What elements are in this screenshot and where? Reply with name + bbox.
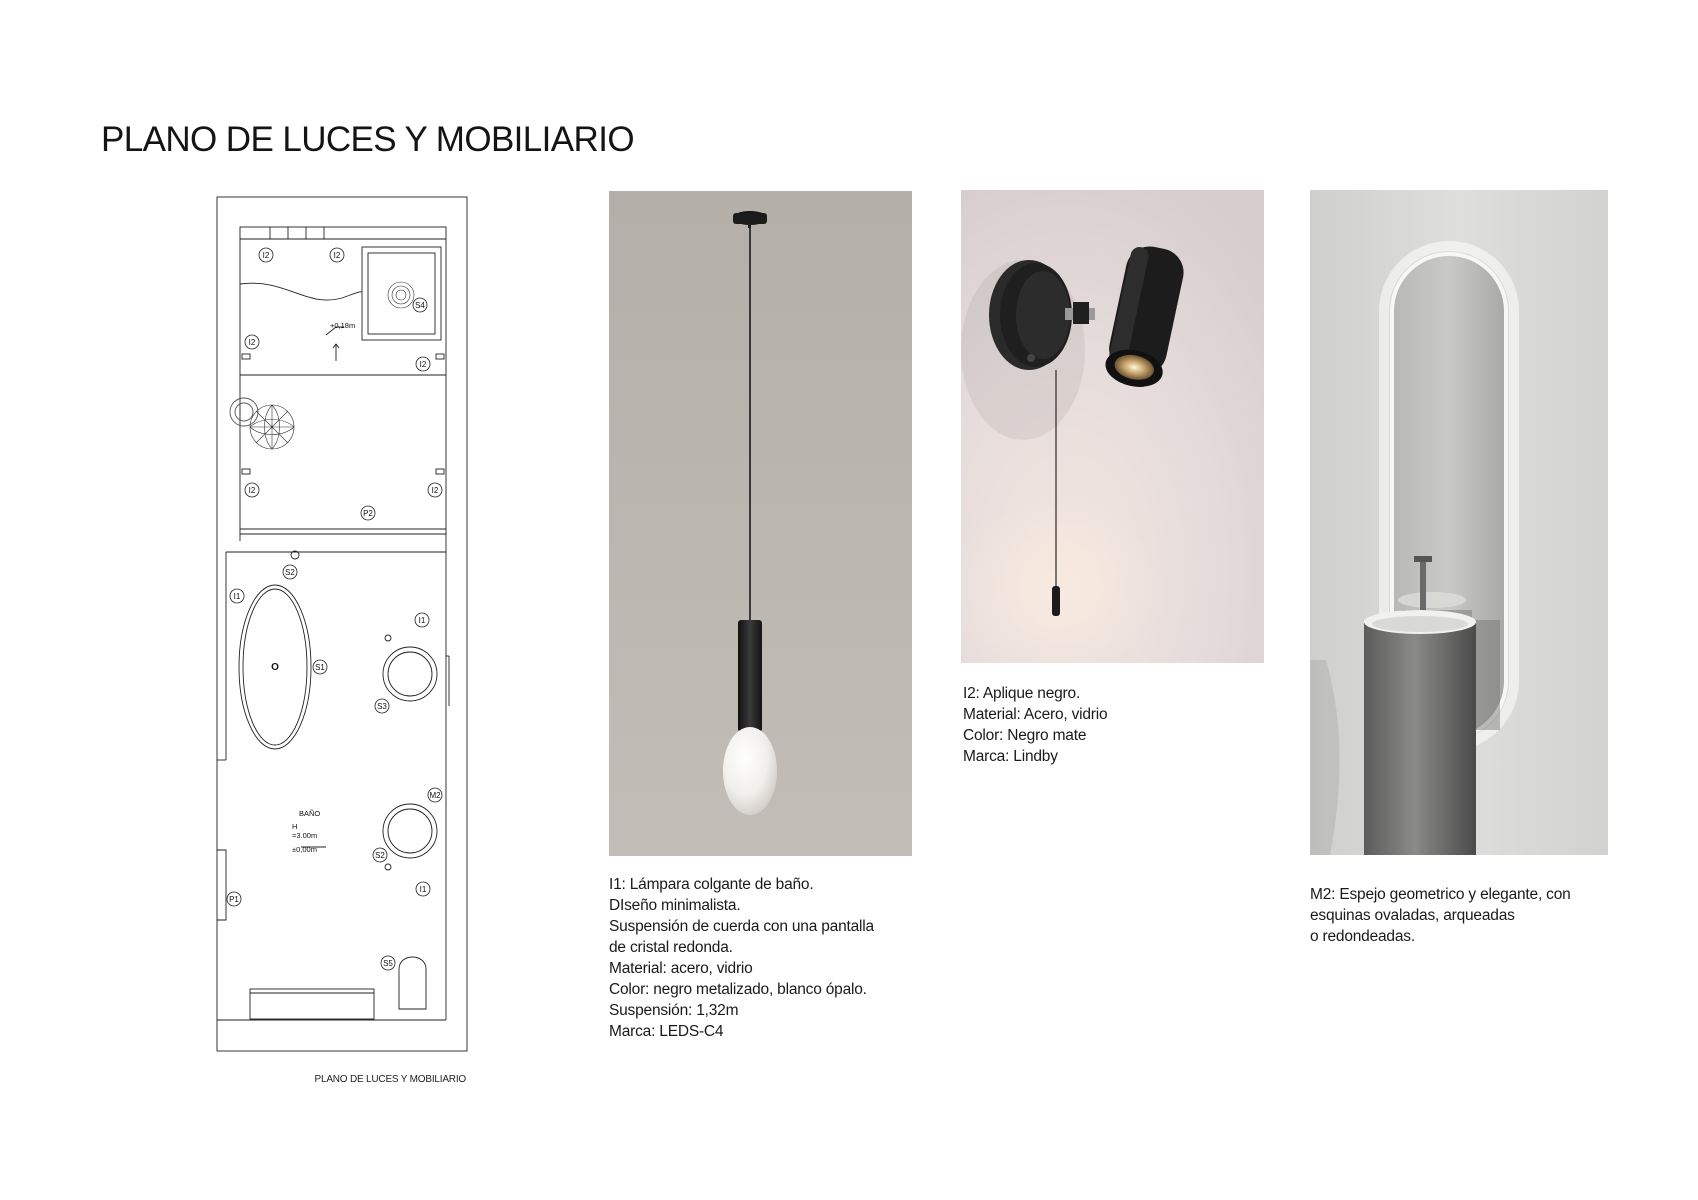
plan-mark-o: O bbox=[271, 662, 279, 673]
plan-tag-i2: I2 bbox=[248, 338, 256, 347]
pendant-lamp-photo bbox=[609, 191, 912, 856]
desc-line: Color: negro metalizado, blanco ópalo. bbox=[609, 981, 867, 998]
plan-tag-m2: M2 bbox=[429, 791, 441, 800]
plan-tag-i1: I1 bbox=[419, 885, 427, 894]
mirror-description bbox=[1310, 884, 1620, 947]
plan-upper-room bbox=[240, 227, 446, 534]
plan-terrace-level: +0,18m bbox=[330, 321, 356, 330]
plan-height-label: H bbox=[292, 822, 298, 831]
plan-sink-lower bbox=[383, 804, 437, 858]
plan-shower bbox=[362, 247, 441, 340]
plan-tag-i2: I2 bbox=[333, 251, 341, 260]
plan-caption: PLANO DE LUCES Y MOBILIARIO bbox=[314, 1074, 466, 1085]
desc-line: I2: Aplique negro. bbox=[963, 685, 1081, 702]
plan-tag-i2: I2 bbox=[248, 486, 256, 495]
desc-line: Material: acero, vidrio bbox=[609, 960, 753, 977]
plan-tag-i2: I2 bbox=[419, 360, 427, 369]
desc-line: o redondeadas. bbox=[1310, 928, 1415, 945]
desc-line: Suspensión: 1,32m bbox=[609, 1002, 739, 1019]
plan-tag-i2: I2 bbox=[431, 486, 439, 495]
plan-tag-i1: I1 bbox=[233, 592, 241, 601]
plan-curve bbox=[240, 283, 362, 300]
desc-line: Suspensión de cuerda con una pantalla bbox=[609, 918, 874, 935]
plan-room-name: BAÑO bbox=[299, 809, 321, 818]
plan-level: ±0,00m bbox=[292, 845, 317, 854]
plan-height-value: =3.00m bbox=[292, 831, 318, 840]
plan-tag-s4: S4 bbox=[415, 301, 425, 310]
plan-sink-upper bbox=[383, 647, 437, 701]
wall-sconce-photo bbox=[961, 190, 1264, 663]
pendant-lamp-description bbox=[609, 874, 919, 1042]
plan-tag-s2: S2 bbox=[375, 851, 385, 860]
desc-line: esquinas ovaladas, arqueadas bbox=[1310, 907, 1515, 924]
desc-line: de cristal redonda. bbox=[609, 939, 733, 956]
desc-line: Marca: LEDS-C4 bbox=[609, 1023, 724, 1040]
plan-tag-s3: S3 bbox=[377, 702, 387, 711]
plan-tag-i1: I1 bbox=[418, 616, 426, 625]
desc-line: I1: Lámpara colgante de baño. bbox=[609, 876, 814, 893]
desc-line: Marca: Lindby bbox=[963, 748, 1058, 765]
plan-bench bbox=[250, 989, 374, 1019]
plan-toilet bbox=[399, 957, 426, 1009]
plan-drain-icon bbox=[388, 282, 414, 308]
desc-line: M2: Espejo geometrico y elegante, con bbox=[1310, 886, 1571, 903]
plan-tag-s1: S1 bbox=[315, 663, 325, 672]
plan-tag-i2: I2 bbox=[262, 251, 270, 260]
page-title: PLANO DE LUCES Y MOBILIARIO bbox=[101, 120, 634, 159]
oval-mirror-photo bbox=[1310, 190, 1608, 855]
plan-tag-s5: S5 bbox=[383, 959, 393, 968]
plan-tag-p1: P1 bbox=[229, 895, 239, 904]
plan-plant-icon bbox=[250, 405, 294, 449]
desc-line: Color: Negro mate bbox=[963, 727, 1087, 744]
plan-door-p1 bbox=[217, 850, 226, 920]
desc-line: DIseño minimalista. bbox=[609, 897, 741, 914]
wall-sconce-description bbox=[963, 683, 1263, 767]
plan-tag-s2: S2 bbox=[285, 568, 295, 577]
plan-tag-p2: P2 bbox=[363, 509, 373, 518]
floor-plan bbox=[216, 196, 468, 1052]
desc-line: Material: Acero, vidrio bbox=[963, 706, 1108, 723]
